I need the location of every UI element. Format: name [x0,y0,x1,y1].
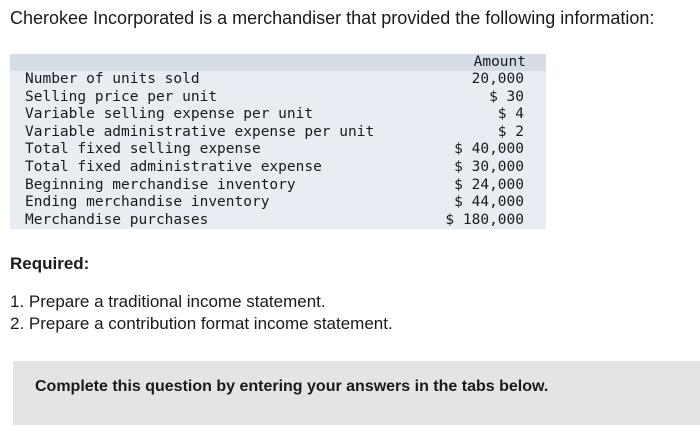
table-header [10,54,546,71]
table-row [10,124,546,142]
problem-intro: Cherokee Incorporated is a merchandiser that provided the following information: [10,8,655,28]
table-row [10,159,546,177]
row-label: Ending merchandise inventory [25,194,270,211]
table-row [10,177,546,195]
banner-text: Complete this question by entering your answers in the tabs below. [35,378,549,395]
row-label: Total fixed administrative expense [25,158,322,175]
row-value: 20,000 [471,71,524,87]
table-row [10,106,546,124]
row-label: Number of units sold [25,71,200,87]
table-row [10,89,546,107]
row-value: $ 4 [497,106,524,123]
row-label: Selling price per unit [25,88,218,105]
table-row [10,212,546,230]
row-label: Total fixed selling expense [25,141,261,158]
table-row [10,141,546,159]
data-table [10,54,546,229]
table-body [10,71,546,229]
instruction-banner [13,361,700,425]
required-steps [10,291,393,335]
row-value: $ 30 [489,88,524,105]
row-value: $ 24,000 [454,176,524,193]
row-value: $ 30,000 [454,158,524,175]
step-item: 2. Prepare a contribution format income statement. [10,314,393,333]
amount-column-header: Amount [473,54,526,70]
row-value: $ 180,000 [445,211,524,228]
row-value: $ 2 [497,123,524,140]
table-row [10,71,546,89]
table-row [10,194,546,212]
step-item: 1. Prepare a traditional income statement. [10,292,326,311]
row-label: Variable administrative expense per unit [25,123,375,140]
row-label: Variable selling expense per unit [25,106,314,123]
row-value: $ 44,000 [454,194,524,211]
row-value: $ 40,000 [454,141,524,158]
row-label: Beginning merchandise inventory [25,176,296,193]
required-heading: Required: [10,254,90,273]
row-label: Merchandise purchases [25,211,209,228]
